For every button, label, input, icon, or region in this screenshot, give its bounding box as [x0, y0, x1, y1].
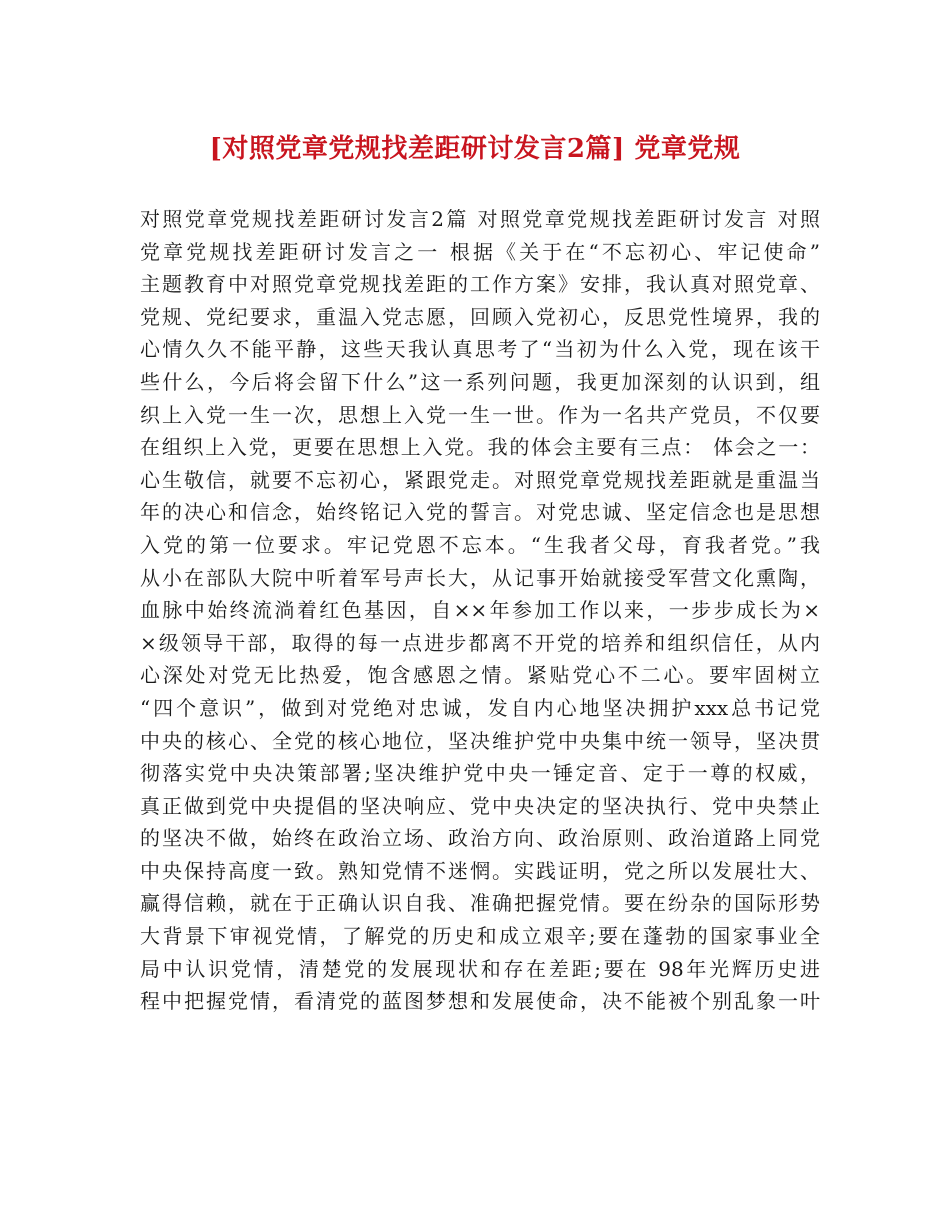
text-line: 对照党章党规找差距研讨发言2篇 对照党章党规找差距研讨发言 对照 — [140, 207, 820, 231]
text-line: “四个意识”，做到对党绝对忠诚，发自内心地坚决拥护xxx总书记党 — [140, 695, 820, 720]
text-line: 党规、党纪要求，重温入党志愿，回顾入党初心，反思党性境界，我的 — [140, 304, 820, 329]
text-line: 中央保持高度一致。熟知党情不迷惘。实践证明，党之所以发展壮大、 — [140, 858, 820, 883]
text-line: 从小在部队大院中听着军号声长大，从记事开始就接受军营文化熏陶， — [140, 565, 820, 590]
text-line: 些什么，今后将会留下什么”这一系列问题，我更加深刻的认识到，组 — [140, 369, 820, 394]
text-line: 血脉中始终流淌着红色基因，自××年参加工作以来，一步步成长为× — [140, 598, 820, 623]
text-line: 入党的第一位要求。牢记党恩不忘本。“生我者父母，育我者党。”我 — [140, 532, 820, 557]
text-line: 织上入党一生一次，思想上入党一生一世。作为一名共产党员，不仅要 — [140, 402, 820, 427]
text-line: 党章党规找差距研讨发言之一 根据《关于在“不忘初心、牢记使命” — [140, 239, 820, 264]
text-line: 大背景下审视党情，了解党的历史和成立艰辛;要在蓬勃的国家事业全 — [140, 924, 820, 949]
text-line: 彻落实党中央决策部署;坚决维护党中央一锤定音、定于一尊的权威， — [140, 761, 820, 786]
text-line: 程中把握党情，看清党的蓝图梦想和发展使命，决不能被个别乱象一叶 — [140, 989, 820, 1014]
text-line: 主题教育中对照党章党规找差距的工作方案》安排，我认真对照党章、 — [140, 272, 820, 297]
text-line: 心深处对党无比热爱，饱含感恩之情。紧贴党心不二心。要牢固树立 — [140, 663, 820, 688]
text-line: 的坚决不做，始终在政治立场、政治方向、政治原则、政治道路上同党 — [140, 826, 820, 851]
text-line: 真正做到党中央提倡的坚决响应、党中央决定的坚决执行、党中央禁止 — [140, 793, 820, 818]
body-text — [140, 203, 820, 1018]
text-line: ×级领导干部，取得的每一点进步都离不开党的培养和组织信任，从内 — [140, 630, 820, 655]
text-line: 年的决心和信念，始终铭记入党的誓言。对党忠诚、坚定信念也是思想 — [140, 500, 820, 525]
text-line: 赢得信赖，就在于正确认识自我、准确把握党情。要在纷杂的国际形势 — [140, 891, 820, 916]
text-line: 在组织上入党，更要在思想上入党。我的体会主要有三点： 体会之一： — [140, 435, 820, 460]
text-line: 局中认识党情，清楚党的发展现状和存在差距;要在 98年光辉历史进 — [140, 956, 820, 981]
text-line: 心生敬信，就要不忘初心，紧跟党走。对照党章党规找差距就是重温当 — [140, 467, 820, 492]
document-title: [对照党章党规找差距研讨发言2篇] 党章党规 — [209, 134, 741, 164]
text-line: 中央的核心、全党的核心地位，坚决维护党中央集中统一领导，坚决贯 — [140, 728, 820, 753]
text-line: 心情久久不能平静，这些天我认真思考了“当初为什么入党，现在该干 — [140, 337, 820, 362]
